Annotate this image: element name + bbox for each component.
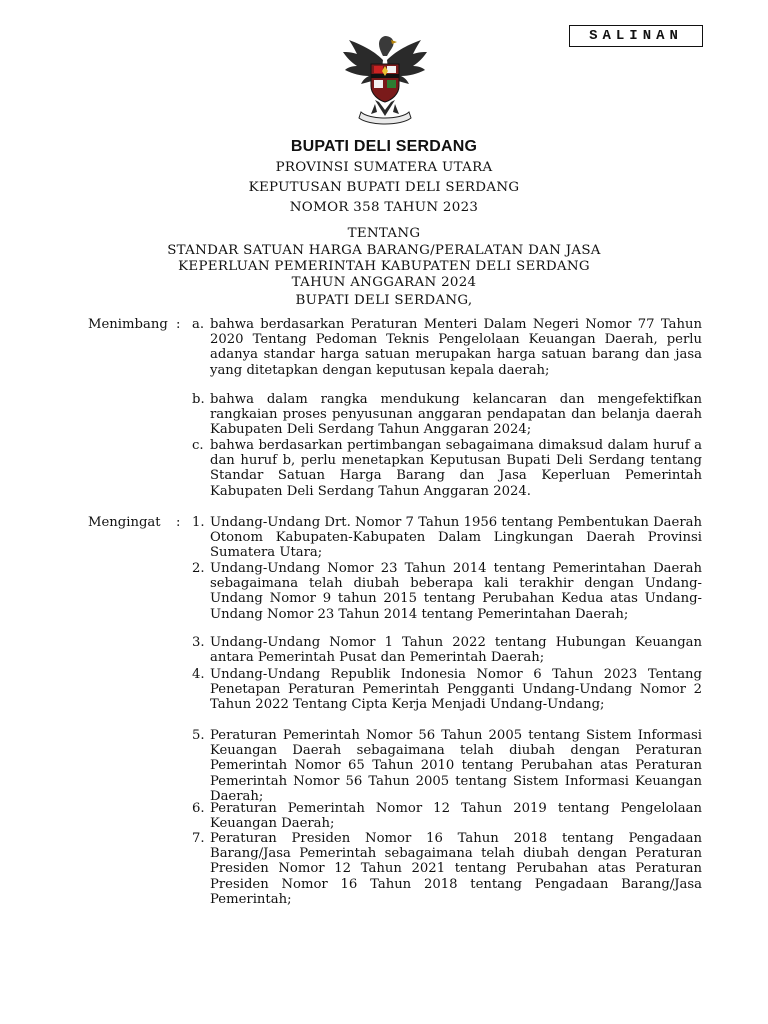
item-marker: 4. <box>192 667 205 682</box>
menimbang-label: Menimbang <box>88 317 168 332</box>
decree-type-line: KEPUTUSAN BUPATI DELI SERDANG <box>248 180 520 195</box>
issuer-line: BUPATI DELI SERDANG, <box>295 293 473 308</box>
item-marker: 6. <box>192 801 205 816</box>
decree-title-line-1: STANDAR SATUAN HARGA BARANG/PERALATAN DAN JASA <box>167 243 601 258</box>
item-text: Undang-Undang Nomor 1 Tahun 2022 tentang Hubungan Keuangan antara Pemerintah Pusat dan Pemerintah Daerah; <box>210 635 702 666</box>
item-marker: b. <box>192 392 205 407</box>
item-text: Undang-Undang Drt. Nomor 7 Tahun 1956 tentang Pembentukan Daerah Otonom Kabupaten-Kabupaten Dalam Lingkungan Daerah Provinsi Sumatera Utara; <box>210 515 702 561</box>
item-text: Undang-Undang Nomor 23 Tahun 2014 tentang Pemerintahan Daerah sebagaimana telah diubah beberapa kali terakhir dengan Undang-Undang Nomor 9 tahun 2015 tentang Perubahan Kedua atas Undang-Undang Nomor 23 Tahun 2014 tentang Pemerintahan Daerah; <box>210 561 702 622</box>
item-text: bahwa dalam rangka mendukung kelancaran dan mengefektifkan rangkaian proses penyusunan anggaran pendapatan dan belanja daerah Kabupaten Deli Serdang Tahun Anggaran 2024; <box>210 392 702 438</box>
item-marker: 7. <box>192 831 205 846</box>
mengingat-item-7 <box>192 831 712 907</box>
mengingat-label: Mengingat <box>88 515 161 530</box>
decree-number-line: NOMOR 358 TAHUN 2023 <box>289 200 479 215</box>
decree-title-line-2: KEPERLUAN PEMERINTAH KABUPATEN DELI SERDANG <box>178 259 590 274</box>
item-marker: 5. <box>192 728 205 743</box>
decree-title-line-3: TAHUN ANGGARAN 2024 <box>291 275 477 290</box>
menimbang-colon: : <box>176 317 181 332</box>
menimbang-item-b <box>192 392 712 438</box>
item-marker: 2. <box>192 561 205 576</box>
item-text: Peraturan Pemerintah Nomor 56 Tahun 2005 tentang Sistem Informasi Keuangan Daerah sebagaimana telah diubah dengan Peraturan Pemerintah Nomor 65 Tahun 2010 tentang Perubahan atas Peraturan Pemerintah Nomor 56 Tahun 2005 tentang Sistem Informasi Keuangan Daerah; <box>210 728 702 804</box>
mengingat-item-5 <box>192 728 712 804</box>
item-marker: 3. <box>192 635 205 650</box>
mengingat-item-6 <box>192 801 712 833</box>
menimbang-item-c <box>192 438 712 514</box>
tentang-line: TENTANG <box>347 226 421 241</box>
item-text: Peraturan Presiden Nomor 16 Tahun 2018 tentang Pengadaan Barang/Jasa Pemerintah sebagaimana telah diubah dengan Peraturan Presiden Nomor 12 Tahun 2021 tentang Perubahan atas Peraturan Presiden Nomor 16 Tahun 2018 tentang Pengadaan Barang/Jasa Pemerintah; <box>210 831 702 907</box>
province-line: PROVINSI SUMATERA UTARA <box>275 160 493 175</box>
authority-heading: BUPATI DELI SERDANG <box>290 138 478 155</box>
item-marker: a. <box>192 317 205 332</box>
item-text: bahwa berdasarkan Peraturan Menteri Dalam Negeri Nomor 77 Tahun 2020 Tentang Pedoman Teknis Pengelolaan Keuangan Daerah, perlu adanya standar harga satuan merupakan harga satuan barang dan jasa yang ditetapkan dengan keputusan kepala daerah; <box>210 317 702 378</box>
garuda-pancasila-emblem-icon <box>335 30 435 130</box>
item-text: Undang-Undang Republik Indonesia Nomor 6 Tahun 2023 Tentang Penetapan Peraturan Pemerintah Pengganti Undang-Undang Nomor 2 Tahun 2022 Tentang Cipta Kerja Menjadi Undang-Undang; <box>210 667 702 713</box>
mengingat-item-4 <box>192 667 712 729</box>
salinan-stamp: SALINAN <box>569 25 703 47</box>
item-marker: 1. <box>192 515 205 530</box>
menimbang-item-a <box>192 317 712 393</box>
mengingat-item-1 <box>192 515 712 561</box>
item-text: Peraturan Pemerintah Nomor 12 Tahun 2019 tentang Pengelolaan Keuangan Daerah; <box>210 801 702 832</box>
item-text: bahwa berdasarkan pertimbangan sebagaimana dimaksud dalam huruf a dan huruf b, perlu menetapkan Keputusan Bupati Deli Serdang tentang Standar Satuan Harga Barang dan Jasa Keperluan Pemerintah Kabupaten Deli Serdang Tahun Anggaran 2024. <box>210 438 702 499</box>
item-marker: c. <box>192 438 204 453</box>
mengingat-item-2 <box>192 561 712 637</box>
mengingat-colon: : <box>176 515 181 530</box>
mengingat-item-3 <box>192 635 712 667</box>
